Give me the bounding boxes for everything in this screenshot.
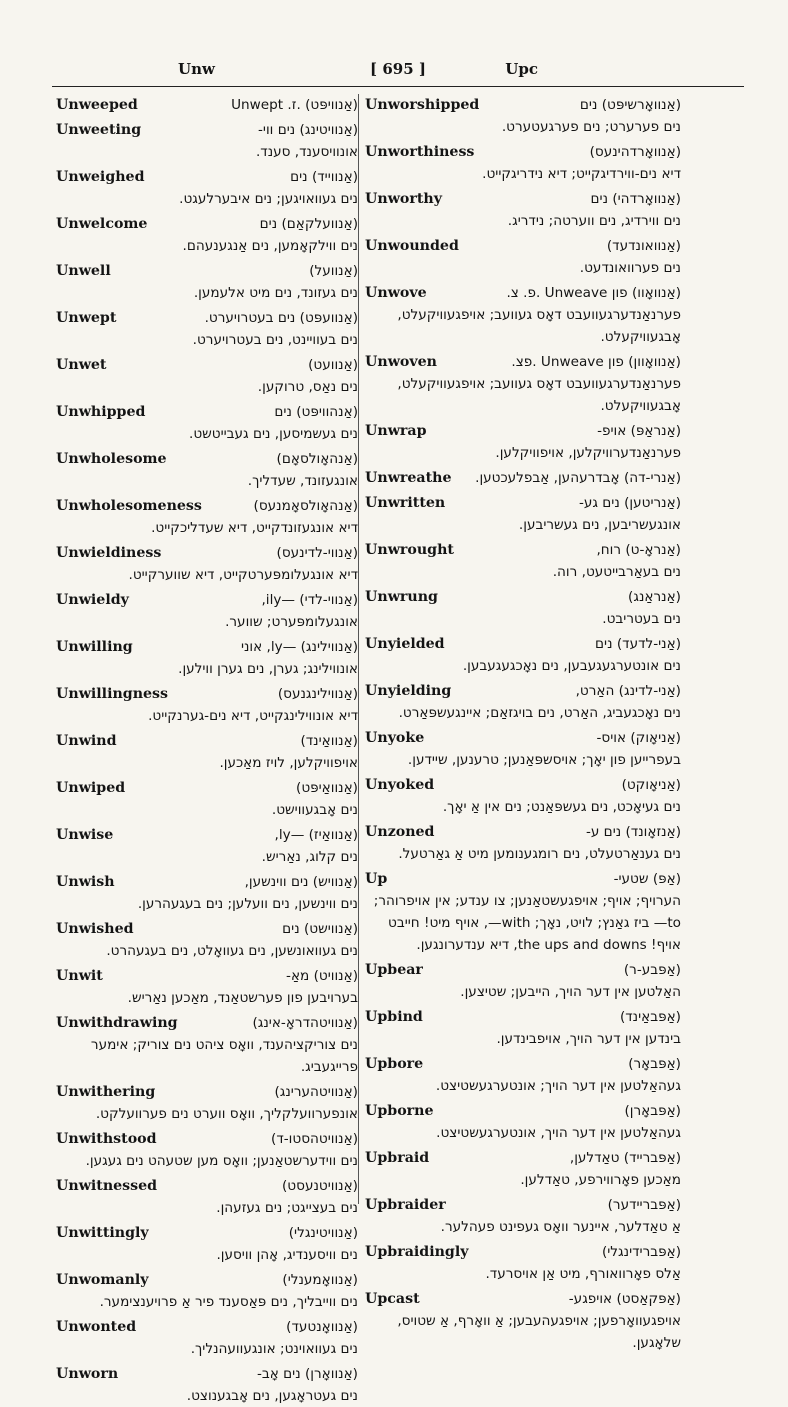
entry-pronunciation: (אַנוויטינגלי) xyxy=(288,1225,358,1241)
dictionary-entry xyxy=(56,166,358,210)
entry-definition: נים פערערט; נים פערגעטערט. xyxy=(501,119,681,135)
dictionary-entry xyxy=(56,777,358,821)
entry-headword: Up xyxy=(365,871,388,887)
entry-definition: נים פערוואונדעט. xyxy=(579,260,681,276)
entry-pronunciation: (אַנריטען) נים גע- xyxy=(578,495,681,511)
dictionary-entry xyxy=(56,495,358,539)
entry-pronunciation: (אַנוויטנעסט) xyxy=(282,1178,358,1194)
entry-definition: נים געוואוינט; אונגעוועהנליך. xyxy=(190,1341,358,1357)
entry-first-line xyxy=(56,448,358,470)
entry-headword: Unwitnessed xyxy=(56,1178,158,1194)
entry-definition: נים געזונד, נים מיט אלעמען. xyxy=(193,285,358,301)
dictionary-entry xyxy=(56,965,358,1009)
entry-first-line xyxy=(365,774,681,796)
entry-first-line xyxy=(365,1053,681,1075)
entry-headword: Unwelcome xyxy=(56,216,148,232)
entry-definition: געהאַלטען אין דער הויך; אונטערגעשטיצט. xyxy=(435,1078,681,1094)
entry-headword: Upbraidingly xyxy=(365,1244,469,1260)
entry-first-line xyxy=(365,1288,681,1310)
entry-first-line xyxy=(56,354,358,376)
entry-headword: Unwilling xyxy=(56,639,133,655)
entry-headword: Unwithstood xyxy=(56,1131,157,1147)
entry-first-line xyxy=(56,213,358,235)
entry-headword: Unyielded xyxy=(365,636,445,652)
entry-definition: נים געוואויגען; נים איבערלעגט. xyxy=(179,191,358,207)
entry-definition: נים ווינשען, נים וועלען; נים בעגעהרען. xyxy=(137,896,358,912)
entry-definition: נים בעצייגט; נים געזעהן. xyxy=(216,1200,358,1216)
dictionary-entry xyxy=(365,1053,681,1097)
entry-pronunciation: (אַנוויטהסטו-ד) xyxy=(271,1131,358,1147)
entry-first-line xyxy=(56,636,358,658)
entry-first-line xyxy=(365,94,681,116)
entry-pronunciation: (אַנרי-דה) אָבדרעהען, אַבפלעכטען. xyxy=(475,470,681,486)
entry-pronunciation: (אַנוואָוון) פון Unweave .פצ. xyxy=(511,354,681,370)
entry-first-line xyxy=(56,1128,358,1150)
entry-first-line xyxy=(56,1222,358,1244)
entry-definition: אַלס פאָרוואורף, מיט אַן אויסרעד. xyxy=(485,1266,681,1282)
entry-first-line xyxy=(365,188,681,210)
entry-definition: פערנאַנדערוויקלען, אויפוויקלען. xyxy=(495,445,681,461)
entry-first-line xyxy=(365,586,681,608)
entry-headword: Upbraider xyxy=(365,1197,446,1213)
entry-headword: Unwit xyxy=(56,968,103,984)
dictionary-entry xyxy=(56,1269,358,1313)
dictionary-entry xyxy=(365,539,681,583)
entry-definition: נים גענאַרטעלט, נים רומגענומען מיט אַ גאַרטעל. xyxy=(398,846,681,862)
entry-first-line xyxy=(56,495,358,517)
entry-pronunciation: (אַנווי-לדינעס) xyxy=(276,545,358,561)
entry-pronunciation: (אַנוואָרשיפּט) נים xyxy=(579,97,681,113)
entry-pronunciation: (אַנוויטהדראָ-אינג) xyxy=(252,1015,358,1031)
entry-definition: בעפרייען פון יאָך; אויסשפּאַנען; טרענען, שיידען. xyxy=(407,752,681,768)
entry-first-line xyxy=(56,542,358,564)
dictionary-entry xyxy=(365,1147,681,1191)
entry-first-line xyxy=(56,1175,358,1197)
entry-headword: Unyoked xyxy=(365,777,435,793)
entry-definition: געהאַלטען אין דער הויך, אונטערגעשטיצט. xyxy=(436,1125,681,1141)
dictionary-entry xyxy=(365,282,681,348)
entry-pronunciation: (אַנוויטינג) נים ווי- xyxy=(258,122,358,138)
dictionary-entry xyxy=(365,868,681,956)
entry-first-line xyxy=(365,492,681,514)
entry-headword: Unworn xyxy=(56,1366,119,1382)
entry-first-line xyxy=(56,730,358,752)
entry-pronunciation: (אַנראַנג) xyxy=(628,589,681,605)
entry-definition: נים אָבגעווישט. xyxy=(271,802,358,818)
entry-first-line xyxy=(56,1081,358,1103)
entry-pronunciation: (אַנזאָונד) נים ע- xyxy=(585,824,681,840)
right-column xyxy=(358,94,681,1351)
entry-headword: Unworthy xyxy=(365,191,442,207)
entry-pronunciation: (אַפּבאָר) xyxy=(628,1056,681,1072)
entry-pronunciation: (אַנוואַינד) xyxy=(300,733,358,749)
entry-pronunciation: (אַנווייד) נים xyxy=(290,169,358,185)
dictionary-entry xyxy=(56,589,358,633)
entry-definition: פערנאַנדערגעוועבט דאָס געוועב; אויפגעוויקעלט, אָבגעוויקעלט. xyxy=(397,307,681,345)
entry-pronunciation: (אַנוואָוו) פון Unweave .פ. צ. xyxy=(506,285,681,301)
entry-definition: דיא אונגעזונדקייט, דיא שעדליכקייט. xyxy=(151,520,358,536)
entry-pronunciation: (אַנוואָרדהינעס) xyxy=(589,144,681,160)
entry-first-line xyxy=(365,868,681,890)
entry-first-line xyxy=(56,401,358,423)
entry-definition: אויפגעוואָרפען; אויפגעהעבען; אַ וואָרף, אַ שטויס, שלאָגען. xyxy=(397,1313,681,1351)
entry-headword: Unwieldiness xyxy=(56,545,162,561)
entry-first-line xyxy=(56,1012,358,1034)
dictionary-entry xyxy=(56,824,358,868)
entry-definition: דיא אונווילינגקייט, דיא נים-גערנקייט. xyxy=(148,708,358,724)
entry-definition: אונוויסענד, סענד. xyxy=(255,144,358,160)
dictionary-entry xyxy=(56,542,358,586)
entry-headword: Upbore xyxy=(365,1056,424,1072)
entry-first-line xyxy=(56,589,358,611)
entry-pronunciation: (אַפּבע-ר) xyxy=(623,962,681,978)
dictionary-entry xyxy=(365,1241,681,1285)
entry-definition: מאַכען פאָרווירפע, טאַדלען. xyxy=(520,1172,681,1188)
entry-pronunciation: (אַנוואָמענלי) xyxy=(282,1272,358,1288)
entry-headword: Unwrap xyxy=(365,423,427,439)
dictionary-entry xyxy=(365,467,681,489)
entry-headword: Unwillingness xyxy=(56,686,169,702)
left-column xyxy=(56,94,358,1404)
entry-pronunciation: (אַפּבאַינד) xyxy=(619,1009,681,1025)
entry-pronunciation: (אַנראַפּ) אויפ- xyxy=(597,423,681,439)
dictionary-entry xyxy=(56,1128,358,1172)
page-number: [ 695 ] xyxy=(370,60,426,78)
entry-pronunciation: (אַנוואָרדהי) נים xyxy=(590,191,681,207)
entry-pronunciation: (אַנווישט) נים xyxy=(282,921,358,937)
entry-definition: נים בעוויינט, נים בעטרויערט. xyxy=(192,332,358,348)
entry-definition: אונגעשריבען, נים געשריבען. xyxy=(518,517,681,533)
entry-headword: Unwritten xyxy=(365,495,446,511)
dictionary-entry xyxy=(365,774,681,818)
entry-pronunciation: (אַנוויט) מאַ- xyxy=(286,968,358,984)
dictionary-entry xyxy=(56,354,358,398)
entry-first-line xyxy=(56,777,358,799)
entry-headword: Unwrung xyxy=(365,589,438,605)
entry-headword: Unwell xyxy=(56,263,111,279)
entry-pronunciation: (אַנוועל) xyxy=(309,263,358,279)
entry-first-line xyxy=(56,1269,358,1291)
entry-pronunciation: (אַנראָ-ט) רוח, xyxy=(596,542,681,558)
entry-definition: נים ווירדיג, נים ווערטה; נידריג. xyxy=(507,213,681,229)
entry-pronunciation: (אַנהאָולסאָם) xyxy=(276,451,358,467)
entry-headword: Unzoned xyxy=(365,824,435,840)
entry-pronunciation: (אַנוועפּט) נים בעטרויערט. xyxy=(204,310,358,326)
entry-first-line xyxy=(365,727,681,749)
page-header xyxy=(52,60,744,86)
entry-first-line xyxy=(365,467,681,489)
dictionary-entry xyxy=(365,235,681,279)
entry-first-line xyxy=(365,1147,681,1169)
dictionary-entry xyxy=(56,1012,358,1078)
dictionary-entry xyxy=(56,213,358,257)
entry-first-line xyxy=(56,1316,358,1338)
dictionary-entry xyxy=(365,188,681,232)
entry-headword: Unwish xyxy=(56,874,115,890)
entry-definition: הערויף; אויף; אויפגעשטאַנען; צו ענדע; אין אויפרוהר; to— ביז גאַנץ; לויט, נאָך; with—, אויף מיט! חייבט אויף! the ups and downs, דיא ענדערונגען. xyxy=(373,893,681,953)
dictionary-entry xyxy=(365,727,681,771)
entry-definition: אונפערוועלקליך, וואָס ווערט נים פערוועלקט. xyxy=(95,1106,358,1122)
entry-pronunciation: (אַנווילינגנעס) xyxy=(277,686,358,702)
entry-headword: Unwrought xyxy=(365,542,454,558)
entry-definition: נים וויסענדיג, אָהן וויסען. xyxy=(216,1247,358,1263)
entry-pronunciation: (אַני-לדינג) האַרט, xyxy=(575,683,681,699)
entry-pronunciation: (אַנהאָולסאָמנעס) xyxy=(253,498,358,514)
entry-headword: Unwreathe xyxy=(365,470,452,486)
entry-definition: נים אונטערגעגעבען, נים נאָכגעגעבען. xyxy=(462,658,681,674)
entry-headword: Unwhipped xyxy=(56,404,146,420)
entry-headword: Unyielding xyxy=(365,683,452,699)
entry-pronunciation: (אַנוויש) נים ווינשען, xyxy=(244,874,358,890)
dictionary-entry xyxy=(365,141,681,185)
entry-definition: אויפוויקלען, לויז מאַכען. xyxy=(219,755,358,771)
entry-headword: Unwoven xyxy=(365,354,437,370)
entry-definition: האַלטען אין דער הויך, הייבען; שטיצען. xyxy=(460,984,681,1000)
dictionary-entry xyxy=(56,918,358,962)
entry-first-line xyxy=(365,235,681,257)
entry-headword: Unwished xyxy=(56,921,134,937)
dictionary-entry xyxy=(56,1175,358,1219)
entry-pronunciation: (אַנוויטהערינג) xyxy=(274,1084,358,1100)
dictionary-entry xyxy=(365,420,681,464)
entry-definition: נים געטראָגען, נים אָבגענוצט. xyxy=(186,1388,358,1404)
entry-first-line xyxy=(56,119,358,141)
dictionary-entry xyxy=(365,1006,681,1050)
entry-definition: אונווילינג; גערן, נים גערן ווילען. xyxy=(178,661,358,677)
entry-first-line xyxy=(365,1006,681,1028)
entry-pronunciation: (אַפּ) שטעי- xyxy=(613,871,681,887)
entry-pronunciation: (אַנווילינג) —ly, אוני xyxy=(240,639,358,655)
entry-first-line xyxy=(56,683,358,705)
entry-definition: אונגעלומפּערט; שווער. xyxy=(225,614,358,630)
entry-pronunciation: (אַפּבריידער) xyxy=(607,1197,681,1213)
entry-headword: Unwove xyxy=(365,285,427,301)
entry-first-line xyxy=(365,539,681,561)
dictionary-entry xyxy=(56,1081,358,1125)
entry-first-line xyxy=(365,141,681,163)
entry-headword: Upbind xyxy=(365,1009,423,1025)
entry-pronunciation: (אַנוועט) xyxy=(308,357,358,373)
header-rule xyxy=(52,86,744,87)
entry-pronunciation: (אַנוואָרן) נים אָב- xyxy=(256,1366,358,1382)
entry-headword: Unwieldy xyxy=(56,592,129,608)
entry-headword: Unweeped xyxy=(56,97,138,113)
entry-definition: נים געיאָכט, נים געשפּאַנט; נים אין אַ יאָך. xyxy=(442,799,681,815)
entry-definition: נים קלוג, נאַריש. xyxy=(261,849,358,865)
entry-headword: Unwet xyxy=(56,357,107,373)
entry-first-line xyxy=(56,307,358,329)
entry-definition: נים צוריקציהענד, וואָס ציהט נים צוריק; אימער פרייגעביג. xyxy=(90,1037,358,1075)
entry-headword: Unworshipped xyxy=(365,97,480,113)
dictionary-entry xyxy=(56,1363,358,1407)
dictionary-entry xyxy=(365,1194,681,1238)
entry-first-line xyxy=(56,94,358,116)
entry-definition: דיא אונגעלומפּערטקייט, דיא שווערקייט. xyxy=(128,567,358,583)
entry-pronunciation: (אַנווי-לדי) —ily, xyxy=(261,592,358,608)
entry-first-line xyxy=(365,351,681,373)
entry-headword: Unwomanly xyxy=(56,1272,149,1288)
entry-headword: Upbraid xyxy=(365,1150,430,1166)
entry-first-line xyxy=(56,871,358,893)
entry-definition: נים נאָכגעביג, האַרט, נים בויגזאַם; איינגעשפּאַרט. xyxy=(398,705,681,721)
dictionary-entry xyxy=(365,959,681,1003)
header-left-guide-word: Unw xyxy=(178,60,215,78)
dictionary-entry xyxy=(56,730,358,774)
dictionary-entry xyxy=(56,307,358,351)
entry-definition: נים בעטריבט. xyxy=(602,611,681,627)
entry-headword: Unwind xyxy=(56,733,117,749)
entry-first-line xyxy=(365,1100,681,1122)
entry-first-line xyxy=(56,824,358,846)
entry-pronunciation: (אַנוואָנטעד) xyxy=(286,1319,358,1335)
dictionary-entry xyxy=(365,1288,681,1354)
entry-headword: Unwithdrawing xyxy=(56,1015,178,1031)
entry-headword: Upbear xyxy=(365,962,423,978)
dictionary-entry xyxy=(56,683,358,727)
entry-definition: נים ווילקאָמען, נים אַנגענעהם. xyxy=(182,238,358,254)
dictionary-entry xyxy=(365,821,681,865)
dictionary-entry xyxy=(56,1316,358,1360)
entry-headword: Unwise xyxy=(56,827,114,843)
header-right-guide-word: Upc xyxy=(505,60,538,78)
entry-first-line xyxy=(365,680,681,702)
entry-pronunciation: (אַנוואַיז) —ly, xyxy=(274,827,358,843)
entry-definition: נים נאַס, טרוקען. xyxy=(257,379,358,395)
entry-first-line xyxy=(56,166,358,188)
entry-definition: נים ווידערשטאַנען; וואָס מען שטעהט נים געגען. xyxy=(85,1153,358,1169)
entry-definition: בינדען אין דער הויך, אויפבינדען. xyxy=(496,1031,681,1047)
entry-headword: Unyoke xyxy=(365,730,425,746)
entry-definition: נים געשמיסען, נים געבייטשט. xyxy=(189,426,358,442)
entry-pronunciation: (אַנוויפּט) .ז. Unwept xyxy=(231,97,358,113)
dictionary-entry xyxy=(365,492,681,536)
entry-pronunciation: (אַנוואַיפּט) xyxy=(296,780,358,796)
entry-headword: Unwept xyxy=(56,310,117,326)
entry-headword: Unwithering xyxy=(56,1084,156,1100)
entry-definition: נים בעאַרבייטעט, רוה. xyxy=(552,564,681,580)
entry-headword: Unworthiness xyxy=(365,144,475,160)
entry-headword: Unwholesome xyxy=(56,451,167,467)
entry-definition: אונגעזונד, שעדליך. xyxy=(247,473,358,489)
dictionary-entry xyxy=(365,1100,681,1144)
dictionary-entry xyxy=(56,871,358,915)
entry-pronunciation: (אַניאָוק) אויס- xyxy=(596,730,681,746)
entry-pronunciation: (אַנוועלקאַם) נים xyxy=(259,216,358,232)
entry-definition: דיא נים-ווירדיגקייט; דיא נידריגקייט. xyxy=(482,166,681,182)
dictionary-entry xyxy=(56,119,358,163)
entry-headword: Upcast xyxy=(365,1291,420,1307)
entry-pronunciation: (אַני-לדעד) נים xyxy=(595,636,681,652)
entry-headword: Unweighed xyxy=(56,169,145,185)
entry-first-line xyxy=(56,918,358,940)
dictionary-entry xyxy=(365,94,681,138)
entry-headword: Unwiped xyxy=(56,780,126,796)
entry-definition: נים געוואונשען, נים געוואָלט, נים בעגעהרט. xyxy=(106,943,358,959)
entry-first-line xyxy=(365,1241,681,1263)
entry-definition: פערנאַנדערגעוועבט דאָס געוועב; אויפגעוויקעלט, אָבגעוויקעלט. xyxy=(397,376,681,414)
entry-pronunciation: (אַפּברידינגלי) xyxy=(601,1244,681,1260)
dictionary-entry xyxy=(56,94,358,116)
dictionary-entry xyxy=(56,1222,358,1266)
entry-pronunciation: (אַפּקאַסט) אויפגע- xyxy=(568,1291,681,1307)
entry-pronunciation: (אַניאָוקט) xyxy=(621,777,681,793)
dictionary-entry xyxy=(56,401,358,445)
dictionary-entry xyxy=(56,448,358,492)
entry-first-line xyxy=(365,420,681,442)
entry-first-line xyxy=(365,821,681,843)
dictionary-entry xyxy=(56,636,358,680)
entry-first-line xyxy=(365,959,681,981)
entry-definition: בערויבען פון פערשטאַנד, מאַכען נאַריש. xyxy=(127,990,358,1006)
entry-pronunciation: (אַפּבאָרן) xyxy=(624,1103,681,1119)
entry-definition: נים ווייבליך, נים פּאַסענד פיר אַ פרויענצימער. xyxy=(99,1294,358,1310)
dictionary-entry xyxy=(365,586,681,630)
dictionary-entry xyxy=(365,633,681,677)
entry-pronunciation: (אַנוואונדעד) xyxy=(606,238,681,254)
entry-headword: Unweeting xyxy=(56,122,142,138)
entry-definition: אַ טאַדלער, איינער וואָס געפינט פעהלער. xyxy=(440,1219,681,1235)
entry-pronunciation: (אַנהוויפּט) נים xyxy=(274,404,358,420)
entry-first-line xyxy=(365,282,681,304)
entry-first-line xyxy=(56,1363,358,1385)
entry-first-line xyxy=(56,260,358,282)
entry-headword: Unwholesomeness xyxy=(56,498,202,514)
entry-first-line xyxy=(365,633,681,655)
entry-first-line xyxy=(365,1194,681,1216)
entry-first-line xyxy=(56,965,358,987)
entry-headword: Upborne xyxy=(365,1103,434,1119)
entry-headword: Unwonted xyxy=(56,1319,137,1335)
entry-headword: Unwittingly xyxy=(56,1225,149,1241)
entry-pronunciation: (אַפּברייד) טאַדלען, xyxy=(569,1150,681,1166)
dictionary-entry xyxy=(365,351,681,417)
dictionary-entry xyxy=(365,680,681,724)
entry-headword: Unwounded xyxy=(365,238,459,254)
dictionary-entry xyxy=(56,260,358,304)
